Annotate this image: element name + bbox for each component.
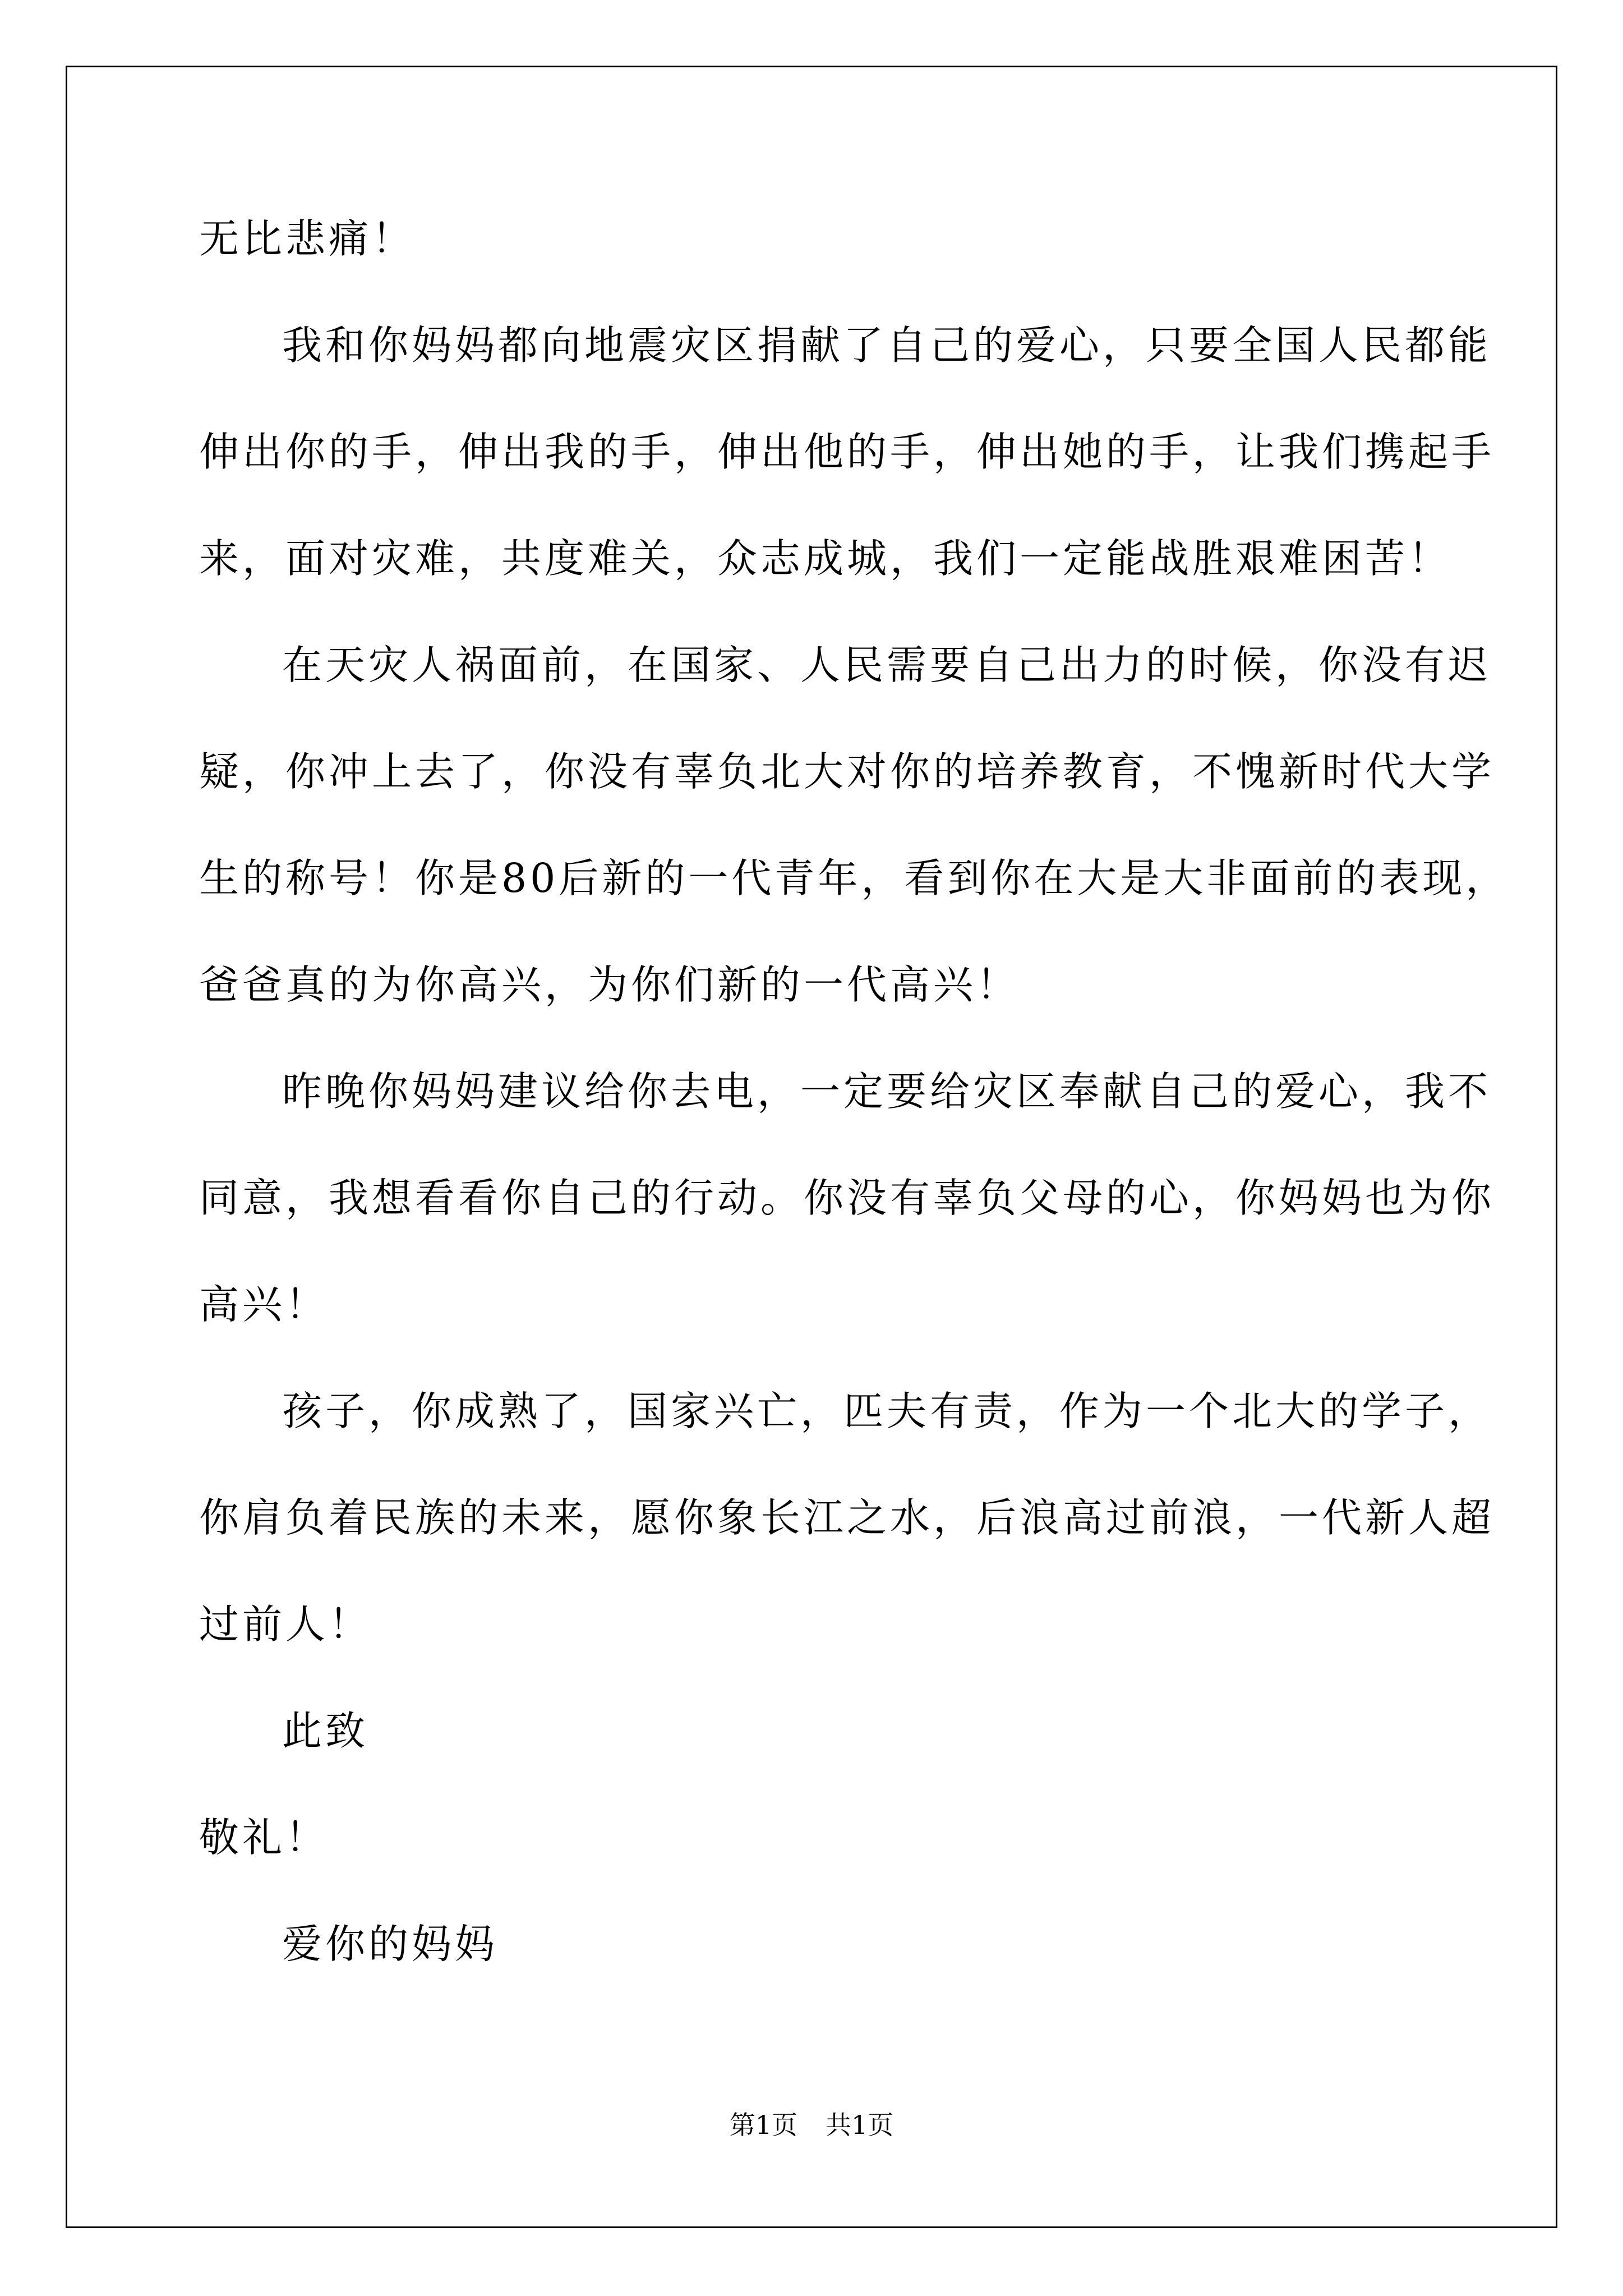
closing-regards: 敬礼！ — [199, 1814, 329, 1861]
page-total: 共1页 — [826, 2110, 894, 2140]
text-line: 生的称号！你是80后新的一代青年，看到你在大是大非面前的表现， — [199, 855, 1509, 901]
text-line: 疑，你冲上去了，你没有辜负北大对你的培养教育，不愧新时代大学 — [199, 748, 1495, 795]
text-line: 昨晚你妈妈建议给你去电，一定要给灾区奉献自己的爱心，我不 — [282, 1068, 1492, 1115]
text-line: 过前人！ — [199, 1601, 372, 1648]
text-line: 同意，我想看看你自己的行动。你没有辜负父母的心，你妈妈也为你 — [199, 1175, 1495, 1221]
closing-salutation: 此致 — [282, 1708, 369, 1754]
page-footer — [0, 2112, 1623, 2138]
letter-body — [199, 215, 1509, 2031]
text-line: 无比悲痛！ — [199, 215, 416, 262]
text-line: 爸爸真的为你高兴，为你们新的一代高兴！ — [199, 961, 1020, 1008]
text-line: 你肩负着民族的未来，愿你象长江之水，后浪高过前浪，一代新人超 — [199, 1494, 1495, 1541]
page-number: 第1页 — [729, 2110, 797, 2140]
text-line: 在天灾人祸面前，在国家、人民需要自己出力的时候，你没有迟 — [282, 642, 1492, 688]
signature: 爱你的妈妈 — [282, 1921, 499, 1967]
text-line: 来，面对灾难，共度难关，众志成城，我们一定能战胜艰难困苦！ — [199, 535, 1452, 582]
text-line: 伸出你的手，伸出我的手，伸出他的手，伸出她的手，让我们携起手 — [199, 429, 1495, 475]
text-line: 孩子，你成熟了，国家兴亡，匹夫有责，作为一个北大的学子， — [282, 1388, 1492, 1434]
text-line: 我和你妈妈都向地震灾区捐献了自己的爱心，只要全国人民都能 — [282, 322, 1492, 369]
text-line: 高兴！ — [199, 1281, 329, 1328]
